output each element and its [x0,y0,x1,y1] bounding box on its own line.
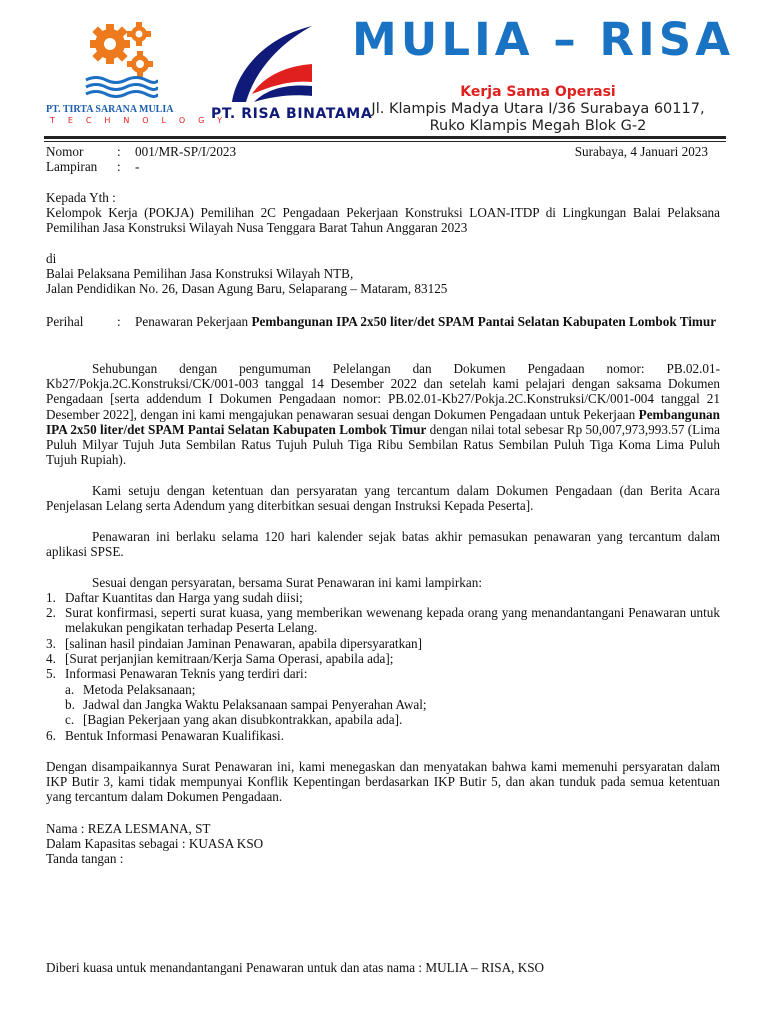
nomor-value: 001/MR-SP/I/2023 [135,144,237,159]
signatory-capacity: Dalam Kapasitas sebagai : KUASA KSO [46,836,264,851]
tirta-sarana-gears-logo [84,20,158,100]
risa-binatama-swoosh-logo [228,22,314,104]
list-item-number: 2. [46,605,56,620]
lampiran-label: Lampiran [46,159,98,174]
list-item-number: 5. [46,666,56,681]
perihal-project: Pembangunan IPA 2x50 liter/det SPAM Pantai Selatan Kabupaten Lombok Timur [251,314,717,329]
sub-item: Metoda Pelaksanaan; [83,682,196,697]
paragraph-validity: Penawaran ini berlaku selama 120 hari kalender sejak batas akhir pemasukan penawaran yang tercantum dalam aplikasi SPSE. [46,529,720,560]
nomor-colon: : [117,144,121,159]
paragraph-attachments-intro: Sesuai dengan persyaratan, bersama Surat Penawaran ini kami lampirkan: [92,575,482,590]
perihal-prefix: Penawaran Pekerjaan [135,314,252,329]
recipient-name: Kelompok Kerja (POKJA) Pemilihan 2C Pengadaan Pekerjaan Konstruksi LOAN-ITDP di Lingkungan Balai Pelaksana Pemilihan Jasa Konstruksi Wilayah Nusa Tenggara Barat Tahun Anggaran 2023 [46,205,720,236]
letterhead [0,0,768,142]
list-item: Bentuk Informasi Penawaran Kualifikasi. [65,728,284,743]
paragraph-agreement: Kami setuju dengan ketentuan dan persyaratan yang tercantum dalam Dokumen Pengadaan (dan Berita Acara Penjelasan Lelang serta Adendum yang diterbitkan sesuai dengan Instruksi Kepada Peserta]. [46,483,720,514]
kepada-label: Kepada Yth : [46,190,116,205]
letter-date: Surabaya, 4 Januari 2023 [574,144,708,159]
recipient-address-1: Balai Pelaksana Pemilihan Jasa Konstruksi Wilayah NTB, [46,266,354,281]
signatory-name: Nama : REZA LESMANA, ST [46,821,211,836]
list-item-number: 1. [46,590,56,605]
logo1-company-name: PT. TIRTA SARANA MULIA [46,104,174,115]
header-divider-thick [44,136,726,139]
list-item: [Surat perjanjian kemitraan/Kerja Sama Operasi, apabila ada]; [65,651,394,666]
kso-address-line-2: Ruko Klampis Megah Blok G-2 [429,118,647,134]
header-divider-thin [44,141,726,142]
lampiran-value: - [135,159,140,174]
list-item: Informasi Penawaran Teknis yang terdiri dari: [65,666,308,681]
perihal-value [135,314,720,329]
offer-intro: Sehubungan dengan pengumuman Pelelangan dan Dokumen Pengadaan nomor: PB.02.01-Kb27/Pokja.2C.Konstruksi/CK/001-003 tanggal 14 Desember 2022 dan setelah kami pelajari dengan saksama Dokumen Pengadaan [serta addendum I Dokumen Pengadaan nomor: PB.02.01-Kb27/Pokja.2C.Konstruksi/CK/001-004 tanggal 21 Desember 2022], dengan ini kami mengajukan penawaran sesuai dengan Dokumen Pengadaan untuk Pekerjaan [46,361,720,422]
sub-item: [Bagian Pekerjaan yang akan disubkontrakkan, apabila ada]. [83,712,403,727]
sub-item: Jadwal dan Jangka Waktu Pelaksanaan sampai Penyerahan Awal; [83,697,427,712]
logo2-company-name: PT. RISA BINATAMA [211,106,373,122]
nomor-label: Nomor [46,144,84,159]
water-waves-icon [86,78,158,97]
logo1-tagline: T E C H N O L O G Y [50,116,228,125]
list-item-number: 4. [46,651,56,666]
sub-item-letter: a. [65,682,75,697]
list-item-number: 3. [46,636,56,651]
kso-subtitle: Kerja Sama Operasi [460,84,616,100]
kso-address-line-1: Jl. Klampis Madya Utara I/36 Surabaya 60117, [371,101,705,117]
list-item: [salinan hasil pindaian Jaminan Penawaran, apabila dipersyaratkan] [65,636,423,651]
perihal-label: Perihal [46,314,84,329]
sub-item-letter: b. [65,697,75,712]
paragraph-offer [46,361,720,467]
sub-item-letter: c. [65,712,75,727]
paragraph-closing: Dengan disampaikannya Surat Penawaran ini, kami menegaskan dan menyatakan bahwa kami memenuhi persyaratan dalam IKP Butir 3, kami tidak mempunyai Konflik Kepentingan berdasarkan IKP Butir 5, dan akan tunduk pada semua ketentuan yang tercantum dalam Dokumen Pengadaan. [46,759,720,805]
authorization-statement: Diberi kuasa untuk menandantangani Penawaran untuk dan atas nama : MULIA – RISA, KSO [46,960,545,975]
list-item: Daftar Kuantitas dan Harga yang sudah diisi; [65,590,303,605]
recipient-address-2: Jalan Pendidikan No. 26, Dasan Agung Baru, Selaparang – Mataram, 83125 [46,281,448,296]
signature-label: Tanda tangan : [46,851,124,866]
list-item: Surat konfirmasi, seperti surat kuasa, yang memberikan wewenang kepada orang yang menandantangani Penawaran untuk melakukan pengikatan terhadap Peserta Lelang. [65,605,720,636]
kso-title: MULIA – RISA [352,13,735,66]
perihal-colon: : [117,314,121,329]
offer-value: dengan nilai total sebesar Rp 50,007,973,993.57 (Lima Puluh Milyar Tujuh Juta Sembilan Ratus Tujuh Puluh Tiga Ribu Sembilan Ratus Sembilan Puluh Tiga Koma Lima Puluh Tujuh Rupiah). [46,421,720,468]
list-item-number: 6. [46,728,56,743]
offer-project: Pembangunan IPA 2x50 liter/det SPAM Pantai Selatan Kabupaten Lombok Timur [46,406,720,437]
di-label: di [46,251,57,266]
lampiran-colon: : [117,159,121,174]
